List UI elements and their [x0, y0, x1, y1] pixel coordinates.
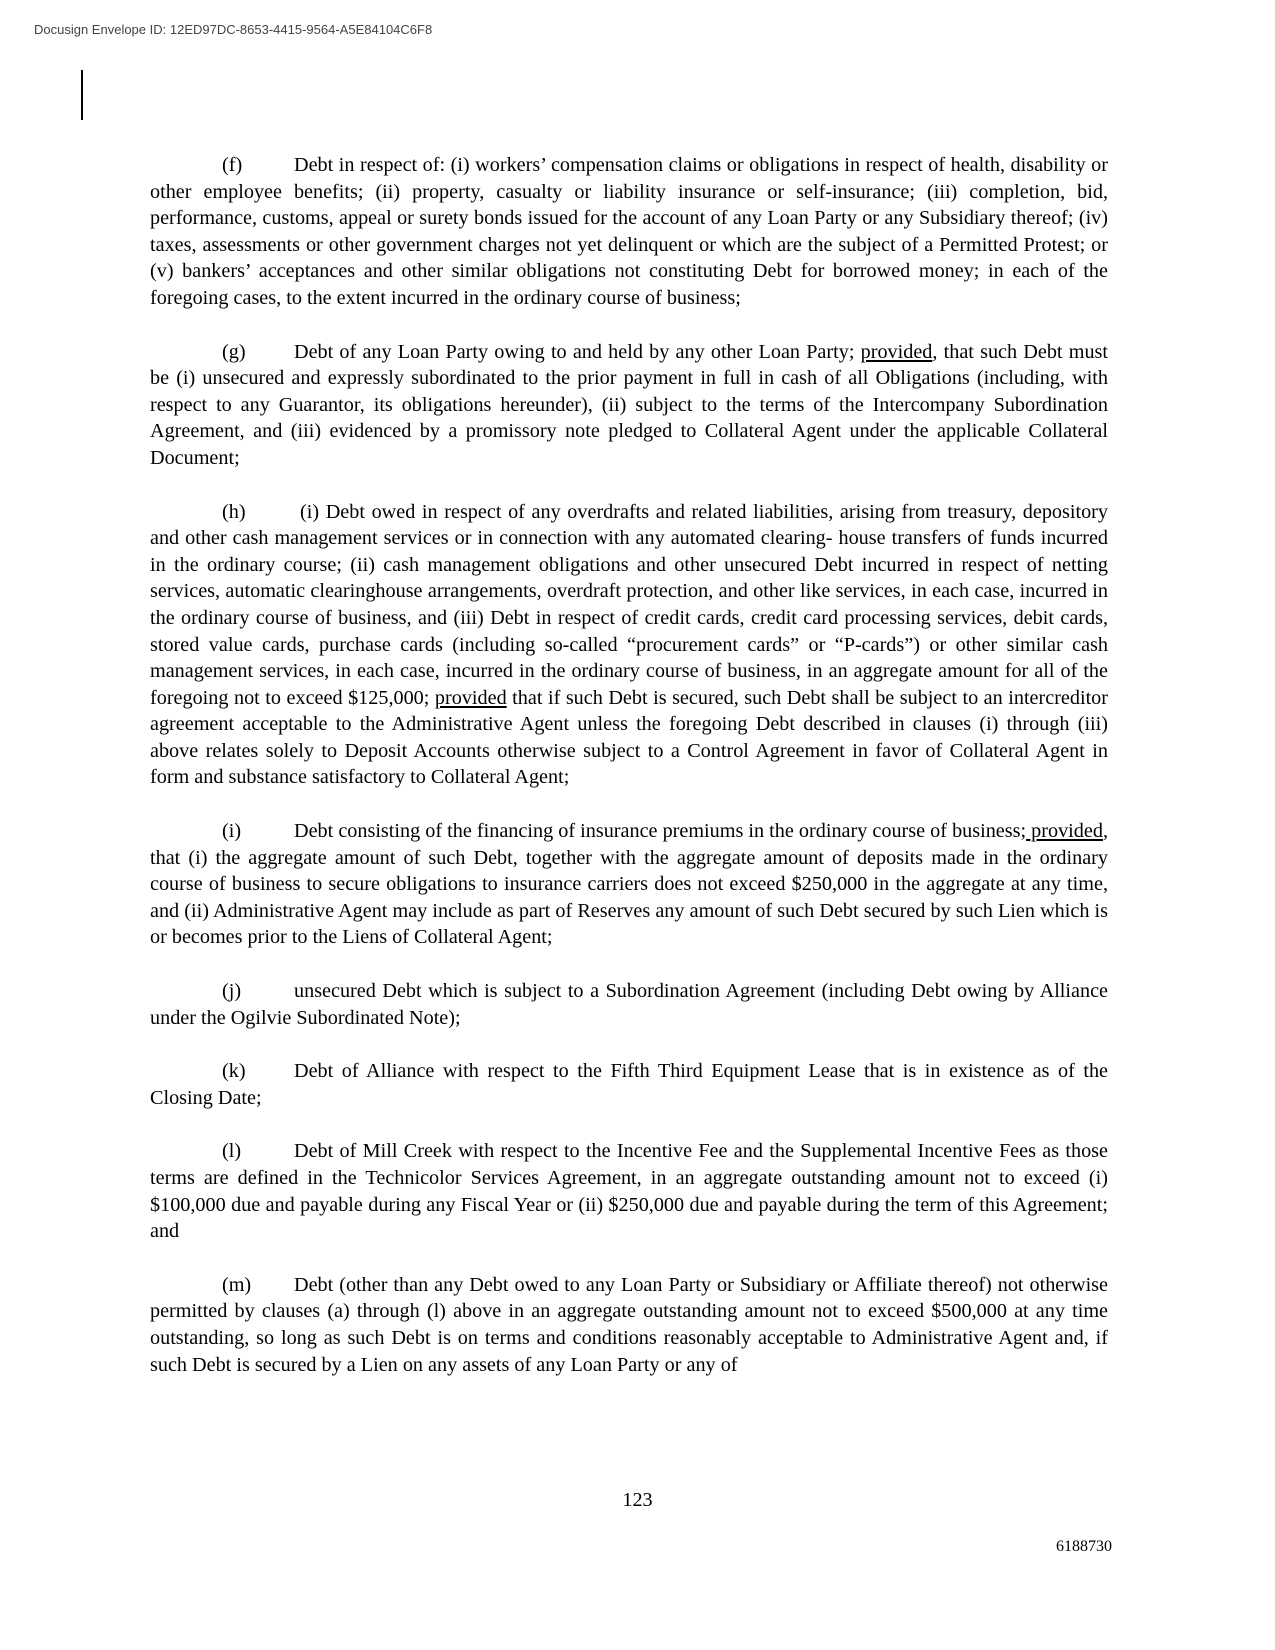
provided-term: provided: [860, 340, 933, 363]
clause-text: Debt consisting of the financing of insurance premiums in the ordinary course of business;: [294, 820, 1027, 843]
document-number: 6188730: [1056, 1538, 1112, 1555]
clause-i: [150, 818, 1108, 951]
clause-label: (i): [222, 820, 242, 843]
clause-f: [150, 152, 1108, 312]
clause-label: (j): [222, 980, 242, 1003]
clause-text: Debt of any Loan Party owing to and held by any other Loan Party;: [294, 340, 861, 363]
clause-label: (l): [222, 1140, 242, 1163]
clause-label: (m): [222, 1273, 252, 1296]
clause-h: [150, 499, 1108, 792]
clause-label: (g): [222, 340, 246, 363]
clause-j: [150, 978, 1108, 1031]
clause-text: Debt in respect of: (i) workers’ compensation claims or obligations in respect of health, disability or other employee benefits; (ii) property, casualty or liability insurance or self-insurance; (iii) completion, bid, performance, customs, appeal or surety bonds issued for the account of any Loan Party or any Subsidiary thereof; (iv) taxes, assessments or other government charges not yet delinquent or which are the subject of a Permitted Protest; or (v) bankers’ acceptances and other similar obligations not constituting Debt for borrowed money; in each of the foregoing cases, to the extent incurred in the ordinary course of business;: [150, 154, 1108, 309]
clause-text: Debt of Alliance with respect to the Fifth Third Equipment Lease that is in existence as of the Closing Date;: [150, 1060, 1108, 1109]
document-body: [150, 152, 1108, 1378]
clause-label: (h): [222, 500, 246, 523]
clause-m: [150, 1272, 1108, 1378]
clause-k: [150, 1058, 1108, 1111]
clause-text: unsecured Debt which is subject to a Subordination Agreement (including Debt owing by Alliance under the Ogilvie Subordinated Note);: [150, 980, 1108, 1029]
revision-bar: [81, 70, 83, 120]
envelope-id: Docusign Envelope ID: 12ED97DC-8653-4415-9564-A5E84104C6F8: [34, 22, 433, 37]
clause-g: [150, 339, 1108, 472]
page-number: 123: [622, 1489, 653, 1511]
clause-text: , that (i) the aggregate amount of such Debt, together with the aggregate amount of deposits made in the ordinary course of business to secure obligations to insurance carriers does not exceed $250,000 in the aggregate at any time, and (ii) Administrative Agent may include as part of Reserves any amount of such Debt secured by such Lien which is or becomes prior to the Liens of Collateral Agent;: [150, 820, 1108, 949]
clause-text: that if such Debt is secured, such Debt shall be subject to an intercreditor agreement acceptable to the Administrative Agent unless the foregoing Debt described in clauses (i) through (iii) above relates solely to Deposit Accounts otherwise subject to a Control Agreement in favor of Collateral Agent in form and substance satisfactory to Collateral Agent;: [150, 686, 1109, 789]
clause-text: Debt (other than any Debt owed to any Loan Party or Subsidiary or Affiliate thereof) not otherwise permitted by clauses (a) through (l) above in an aggregate outstanding amount not to exceed $500,000 at any time outstanding, so long as such Debt is on terms and conditions reasonably acceptable to Administrative Agent and, if such Debt is secured by a Lien on any assets of any Loan Party or any of: [150, 1273, 1108, 1376]
clause-text: (i) Debt owed in respect of any overdrafts and related liabilities, arising from treasury, depository and other cash management services or in connection with any automated clearing- house transfers of funds incurred in the ordinary course; (ii) cash management obligations and other unsecured Debt incurred in respect of netting services, automatic clearinghouse arrangements, overdraft protection, and other like services, in each case, incurred in the ordinary course of business, and (iii) Debt in respect of credit cards, credit card processing services, debit cards, stored value cards, purchase cards (including so-called “procurement cards” or “P-cards”) or other similar cash management services, in each case, incurred in the ordinary course of business, in an aggregate amount for all of the foregoing not to exceed $125,000;: [150, 500, 1108, 709]
clause-label: (k): [222, 1060, 246, 1083]
clause-label: (f): [222, 154, 243, 176]
provided-term: provided: [434, 686, 507, 709]
clause-text: Debt of Mill Creek with respect to the Incentive Fee and the Supplemental Incentive Fees as those terms are defined in the Technicolor Services Agreement, in an aggregate outstanding amount not to exceed (i) $100,000 due and payable during any Fiscal Year or (ii) $250,000 due and payable during the term of this Agreement; and: [150, 1140, 1108, 1243]
clause-text: , that such Debt must be (i) unsecured and expressly subordinated to the prior payment in full in cash of all Obligations (including, with respect to any Guarantor, its obligations hereunder), (ii) subject to the terms of the Intercompany Subordination Agreement, and (iii) evidenced by a promissory note pledged to Collateral Agent under the applicable Collateral Document;: [150, 340, 1108, 469]
clause-l: [150, 1138, 1108, 1244]
provided-term: provided: [1026, 820, 1103, 843]
